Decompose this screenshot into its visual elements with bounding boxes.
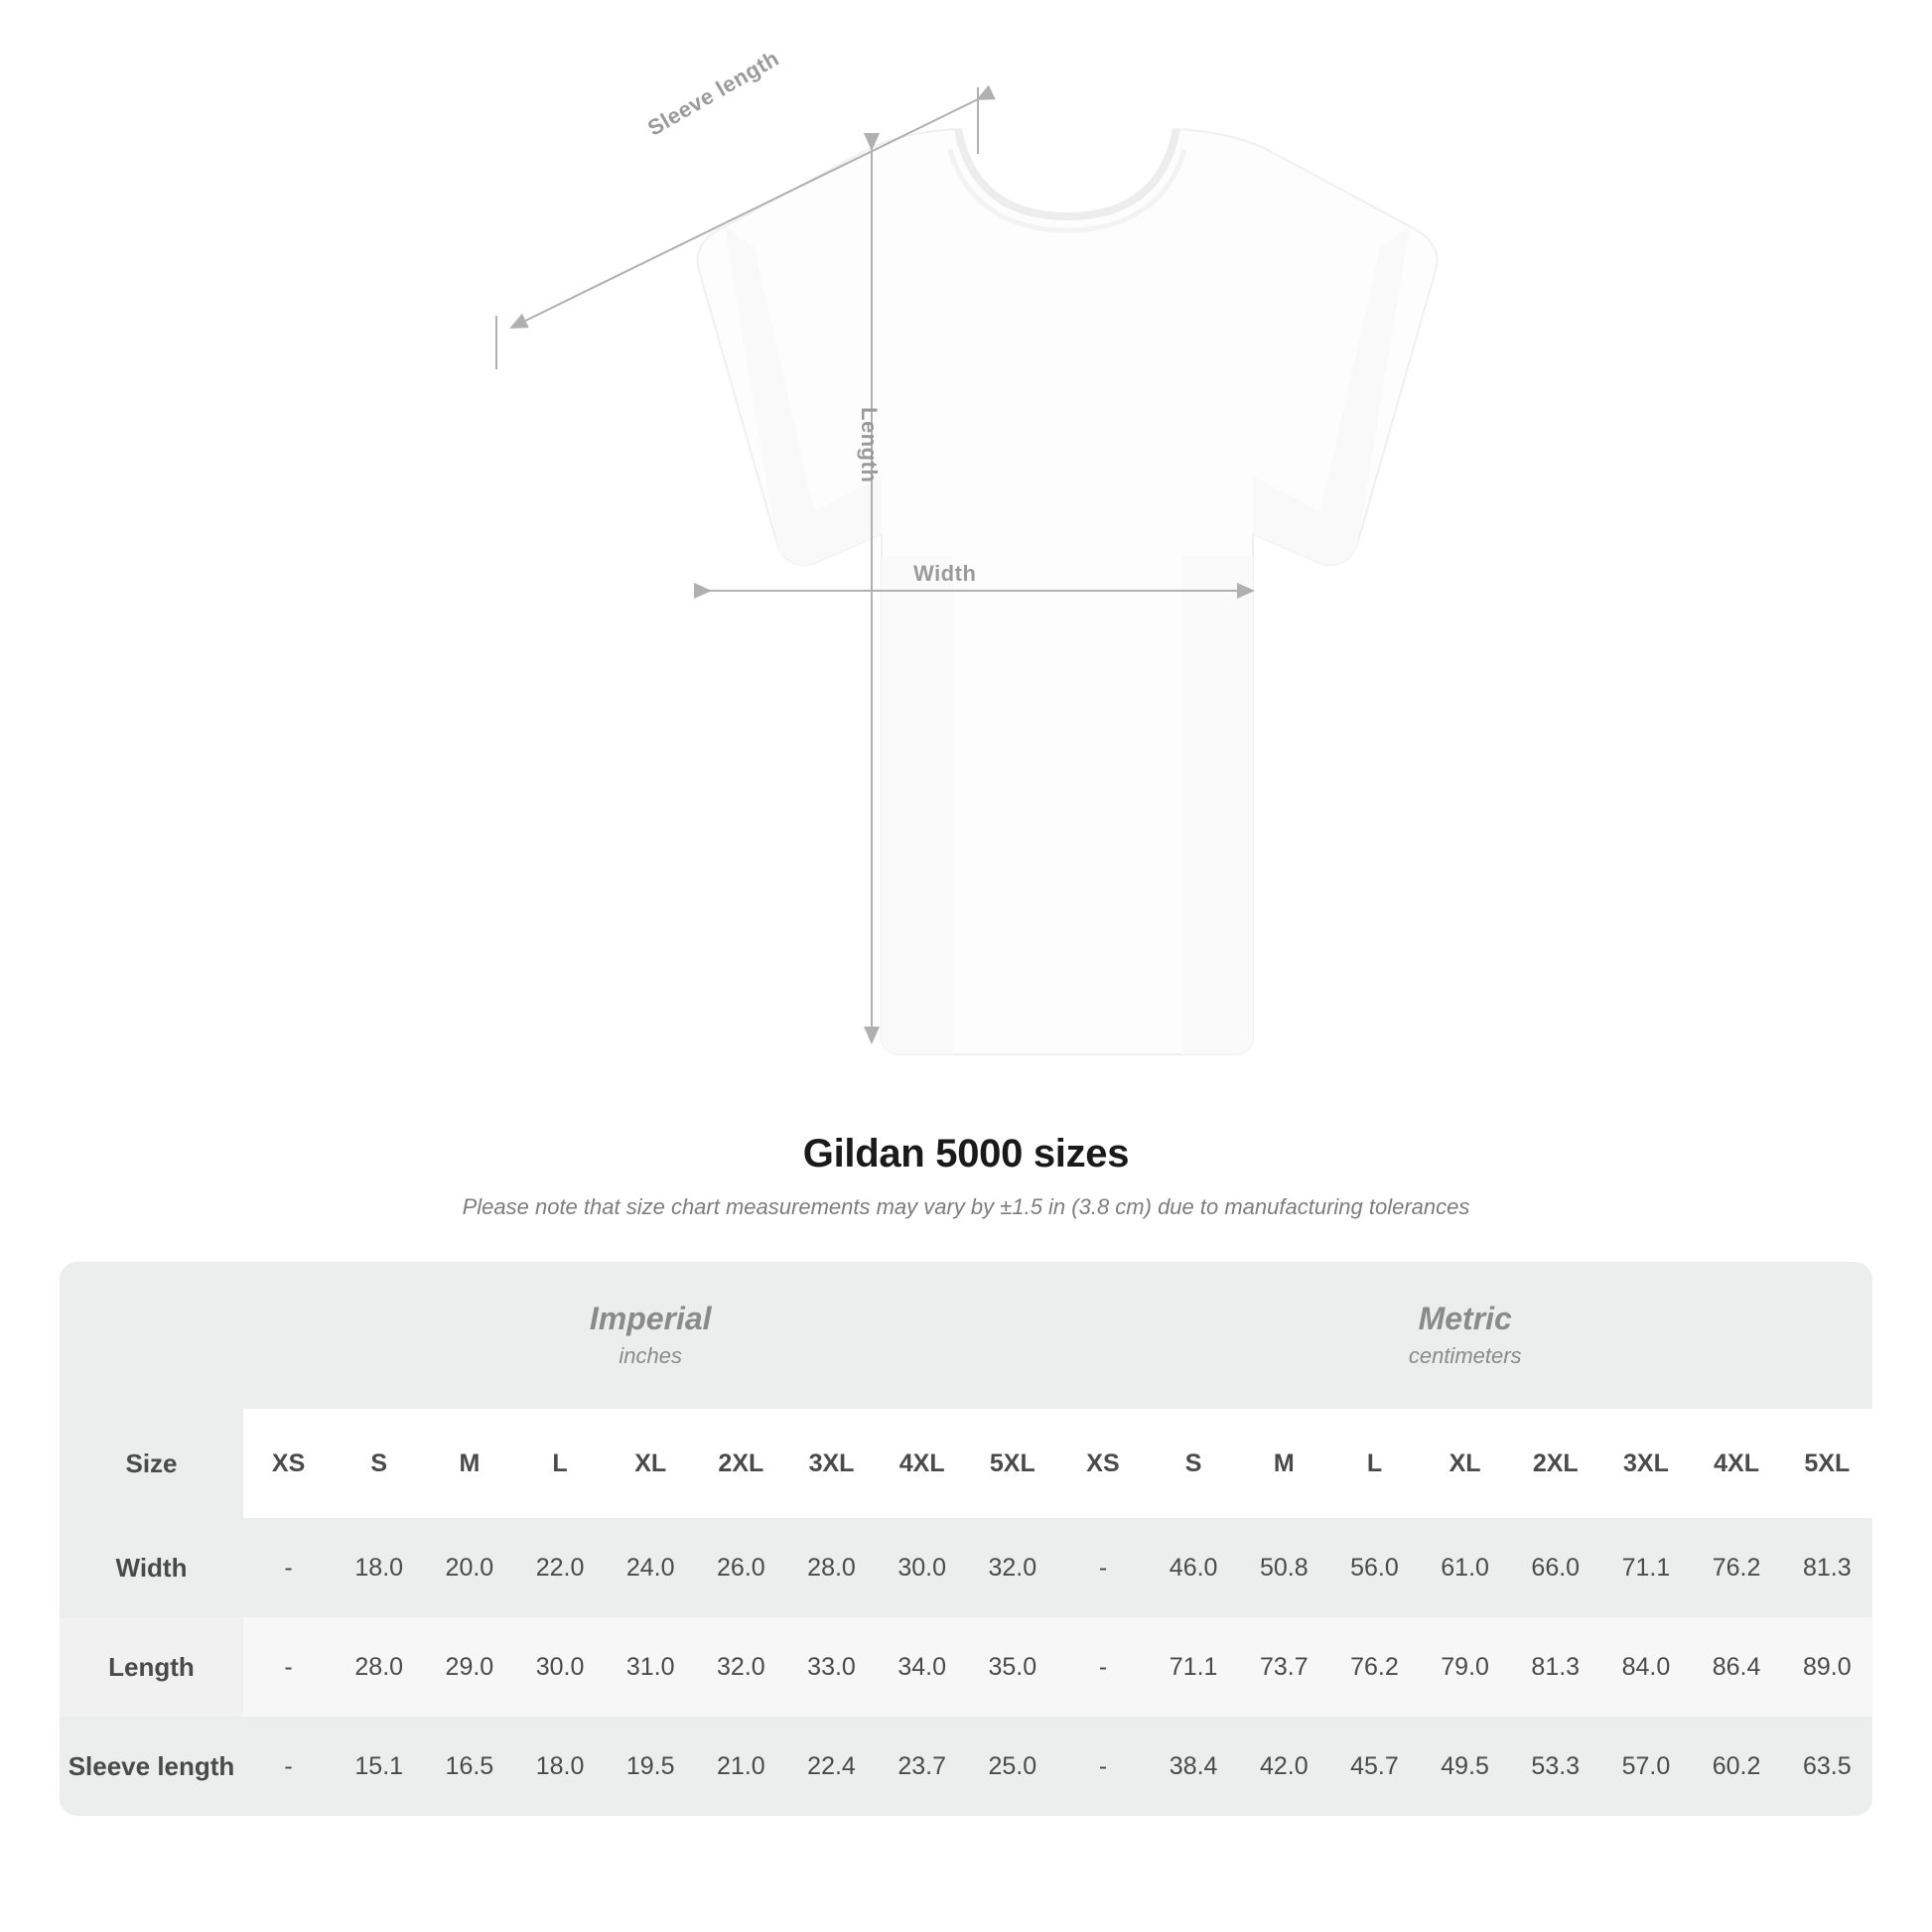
cell-width-met-l: 56.0 bbox=[1329, 1518, 1420, 1617]
size-header-imp-xl: XL bbox=[606, 1409, 696, 1518]
size-header-imp-m: M bbox=[424, 1409, 514, 1518]
cell-sleeve-imp-xs: - bbox=[243, 1717, 334, 1816]
cell-length-met-xs: - bbox=[1057, 1617, 1148, 1717]
size-header-met-m: M bbox=[1239, 1409, 1329, 1518]
unit-metric bbox=[1057, 1262, 1872, 1409]
cell-length-met-3xl: 84.0 bbox=[1600, 1617, 1691, 1717]
cell-sleeve-met-l: 45.7 bbox=[1329, 1717, 1420, 1816]
row-label-sleeve-length: Sleeve length bbox=[60, 1717, 243, 1816]
size-table-wrapper bbox=[60, 1262, 1872, 1816]
sleeve-length-label: Sleeve length bbox=[643, 45, 783, 141]
cell-sleeve-imp-l: 18.0 bbox=[514, 1717, 605, 1816]
cell-width-met-5xl: 81.3 bbox=[1782, 1518, 1872, 1617]
size-header-row bbox=[60, 1409, 1872, 1518]
size-table bbox=[60, 1262, 1872, 1816]
cell-sleeve-imp-2xl: 21.0 bbox=[696, 1717, 786, 1816]
cell-length-imp-4xl: 34.0 bbox=[877, 1617, 967, 1717]
cell-sleeve-met-m: 42.0 bbox=[1239, 1717, 1329, 1816]
cell-sleeve-imp-3xl: 22.4 bbox=[786, 1717, 877, 1816]
size-header-met-xs: XS bbox=[1057, 1409, 1148, 1518]
unit-imperial-sub: inches bbox=[619, 1342, 682, 1368]
cell-width-imp-3xl: 28.0 bbox=[786, 1518, 877, 1617]
size-header-met-4xl: 4XL bbox=[1692, 1409, 1782, 1518]
cell-sleeve-met-5xl: 63.5 bbox=[1782, 1717, 1872, 1816]
size-header-imp-4xl: 4XL bbox=[877, 1409, 967, 1518]
width-label: Width bbox=[913, 561, 977, 586]
cell-length-imp-5xl: 35.0 bbox=[967, 1617, 1057, 1717]
size-header-met-3xl: 3XL bbox=[1600, 1409, 1691, 1518]
size-header-imp-l: L bbox=[514, 1409, 605, 1518]
unit-header-row bbox=[60, 1262, 1872, 1409]
cell-length-met-l: 76.2 bbox=[1329, 1617, 1420, 1717]
size-header-met-5xl: 5XL bbox=[1782, 1409, 1872, 1518]
cell-width-imp-4xl: 30.0 bbox=[877, 1518, 967, 1617]
cell-width-met-4xl: 76.2 bbox=[1692, 1518, 1782, 1617]
cell-width-imp-5xl: 32.0 bbox=[967, 1518, 1057, 1617]
unit-imperial bbox=[243, 1262, 1057, 1409]
cell-width-imp-l: 22.0 bbox=[514, 1518, 605, 1617]
cell-sleeve-met-3xl: 57.0 bbox=[1600, 1717, 1691, 1816]
cell-sleeve-met-xs: - bbox=[1057, 1717, 1148, 1816]
cell-sleeve-imp-4xl: 23.7 bbox=[877, 1717, 967, 1816]
tolerance-note: Please note that size chart measurements may vary by ±1.5 in (3.8 cm) due to manufacturing tolerances bbox=[462, 1194, 1470, 1219]
unit-spacer bbox=[60, 1262, 243, 1409]
table-row bbox=[60, 1518, 1872, 1617]
cell-width-met-s: 46.0 bbox=[1149, 1518, 1239, 1617]
size-header-imp-xs: XS bbox=[243, 1409, 334, 1518]
cell-sleeve-met-2xl: 53.3 bbox=[1510, 1717, 1600, 1816]
cell-width-imp-s: 18.0 bbox=[334, 1518, 424, 1617]
cell-length-imp-m: 29.0 bbox=[424, 1617, 514, 1717]
cell-width-met-xl: 61.0 bbox=[1420, 1518, 1510, 1617]
cell-length-imp-2xl: 32.0 bbox=[696, 1617, 786, 1717]
cell-length-met-4xl: 86.4 bbox=[1692, 1617, 1782, 1717]
size-header-met-xl: XL bbox=[1420, 1409, 1510, 1518]
unit-metric-name: Metric bbox=[1418, 1301, 1512, 1337]
size-header-imp-2xl: 2XL bbox=[696, 1409, 786, 1518]
cell-sleeve-met-4xl: 60.2 bbox=[1692, 1717, 1782, 1816]
cell-length-met-s: 71.1 bbox=[1149, 1617, 1239, 1717]
size-header-met-l: L bbox=[1329, 1409, 1420, 1518]
table-row bbox=[60, 1617, 1872, 1717]
cell-sleeve-imp-s: 15.1 bbox=[334, 1717, 424, 1816]
cell-width-met-3xl: 71.1 bbox=[1600, 1518, 1691, 1617]
size-header-imp-5xl: 5XL bbox=[967, 1409, 1057, 1518]
cell-width-met-xs: - bbox=[1057, 1518, 1148, 1617]
title-block bbox=[0, 1132, 1932, 1220]
cell-length-met-2xl: 81.3 bbox=[1510, 1617, 1600, 1717]
table-row bbox=[60, 1717, 1872, 1816]
cell-length-met-m: 73.7 bbox=[1239, 1617, 1329, 1717]
size-header-met-s: S bbox=[1149, 1409, 1239, 1518]
row-label-width: Width bbox=[60, 1518, 243, 1617]
size-header-label: Size bbox=[60, 1409, 243, 1518]
size-header-met-2xl: 2XL bbox=[1510, 1409, 1600, 1518]
row-label-length: Length bbox=[60, 1617, 243, 1717]
cell-width-imp-xl: 24.0 bbox=[606, 1518, 696, 1617]
size-header-imp-s: S bbox=[334, 1409, 424, 1518]
cell-sleeve-met-s: 38.4 bbox=[1149, 1717, 1239, 1816]
cell-length-imp-l: 30.0 bbox=[514, 1617, 605, 1717]
cell-width-imp-2xl: 26.0 bbox=[696, 1518, 786, 1617]
cell-length-imp-xs: - bbox=[243, 1617, 334, 1717]
cell-sleeve-imp-5xl: 25.0 bbox=[967, 1717, 1057, 1816]
cell-length-met-5xl: 89.0 bbox=[1782, 1617, 1872, 1717]
cell-width-imp-m: 20.0 bbox=[424, 1518, 514, 1617]
cell-sleeve-imp-m: 16.5 bbox=[424, 1717, 514, 1816]
cell-length-met-xl: 79.0 bbox=[1420, 1617, 1510, 1717]
cell-length-imp-xl: 31.0 bbox=[606, 1617, 696, 1717]
cell-length-imp-3xl: 33.0 bbox=[786, 1617, 877, 1717]
length-label: Length bbox=[857, 407, 882, 483]
cell-sleeve-met-xl: 49.5 bbox=[1420, 1717, 1510, 1816]
unit-imperial-name: Imperial bbox=[589, 1301, 712, 1337]
unit-metric-sub: centimeters bbox=[1408, 1342, 1522, 1368]
size-header-imp-3xl: 3XL bbox=[786, 1409, 877, 1518]
page-title: Gildan 5000 sizes bbox=[802, 1132, 1130, 1175]
cell-width-met-2xl: 66.0 bbox=[1510, 1518, 1600, 1617]
cell-width-imp-xs: - bbox=[243, 1518, 334, 1617]
cell-sleeve-imp-xl: 19.5 bbox=[606, 1717, 696, 1816]
cell-width-met-m: 50.8 bbox=[1239, 1518, 1329, 1617]
cell-length-imp-s: 28.0 bbox=[334, 1617, 424, 1717]
